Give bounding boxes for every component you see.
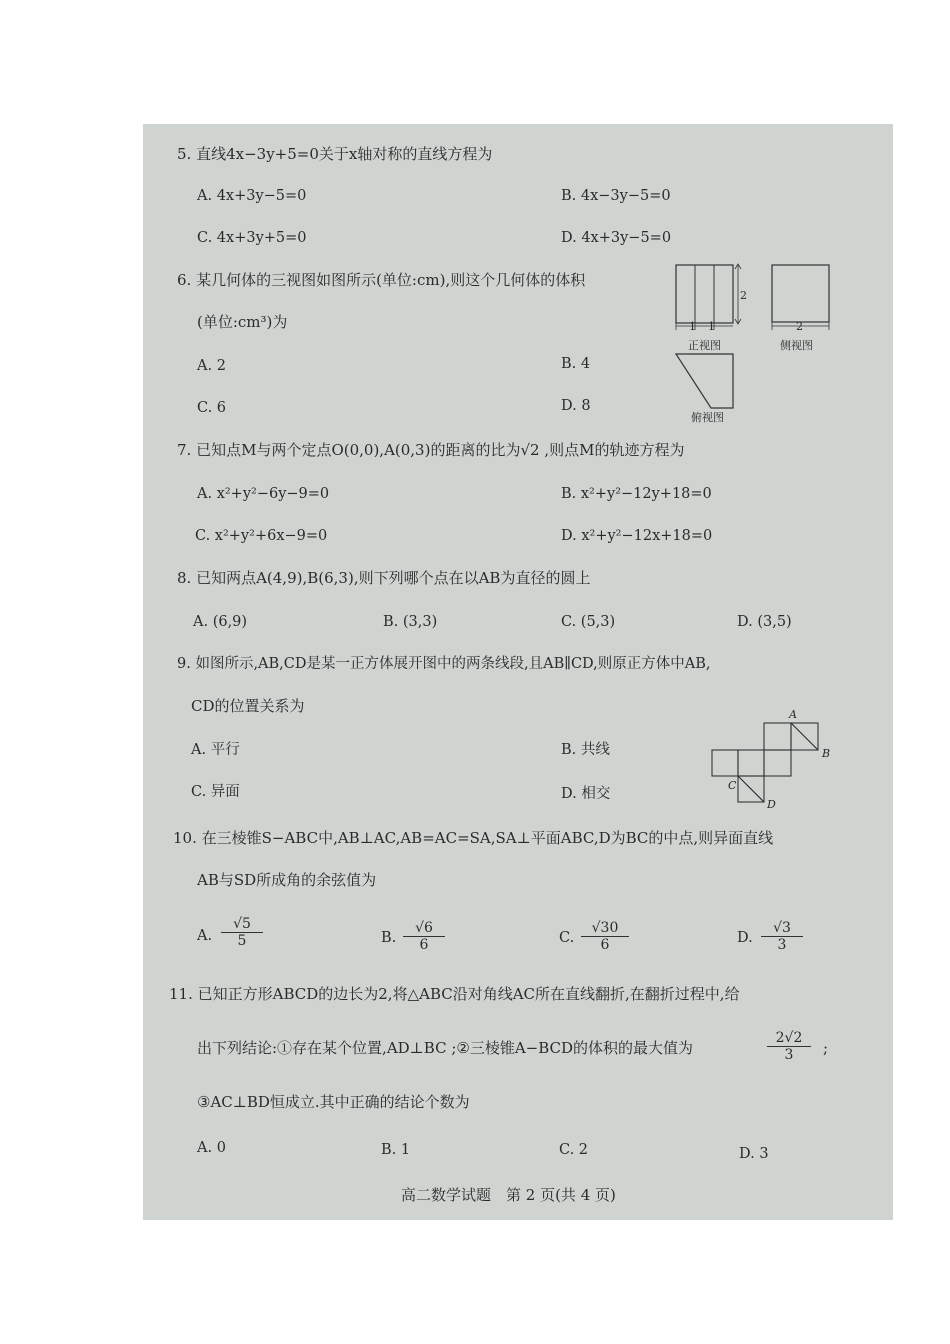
q7-option-c: C. x²+y²+6x−9=0 — [195, 528, 328, 544]
side-width-label: 2 — [796, 320, 803, 333]
q10-option-b-fraction — [403, 920, 445, 953]
q6-option-d: D. 8 — [561, 398, 591, 414]
q7-option-d: D. x²+y²−12x+18=0 — [561, 528, 713, 544]
q6-option-a: A. 2 — [197, 358, 226, 374]
q8-stem: 8. 已知两点A(4,9),B(6,3),则下列哪个点在以AB为直径的圆上 — [177, 569, 591, 587]
q6-stem-line1: 6. 某几何体的三视图如图所示(单位:cm),则这个几何体的体积 — [177, 271, 586, 289]
q10-option-d-denominator: 3 — [777, 937, 787, 953]
q10-option-c-fraction — [581, 920, 629, 953]
q10-option-a-numerator: √5 — [221, 916, 263, 933]
point-c-label: C — [728, 779, 737, 792]
q10-option-a-prefix: A. — [197, 928, 213, 944]
q10-option-c-numerator: √30 — [581, 920, 629, 937]
q5-option-d: D. 4x+3y−5=0 — [561, 230, 672, 246]
q9-option-d: D. 相交 — [561, 786, 611, 802]
q8-option-d: D. (3,5) — [737, 614, 792, 630]
segment-cd — [738, 776, 764, 802]
q10-option-d-prefix: D. — [737, 930, 753, 946]
q6-option-b: B. 4 — [561, 356, 591, 372]
side-view-caption: 侧视图 — [780, 339, 813, 352]
q5-option-c: C. 4x+3y+5=0 — [197, 230, 307, 246]
q8-option-a: A. (6,9) — [193, 614, 248, 630]
q11-option-d: D. 3 — [739, 1146, 769, 1162]
front-view-caption: 正视图 — [688, 339, 721, 352]
height-dimension-label: 2 — [740, 289, 747, 302]
q10-option-a-fraction — [221, 916, 263, 949]
q10-option-c-denominator: 6 — [600, 937, 610, 953]
q10-option-a-denominator: 5 — [237, 933, 247, 949]
point-d-label: D — [767, 798, 776, 811]
net-square-mid-3 — [764, 750, 791, 776]
front-width-label-2: 1 — [708, 320, 715, 333]
exam-page — [143, 124, 893, 1220]
q10-option-b-numerator: √6 — [403, 920, 445, 937]
q7-option-b: B. x²+y²−12y+18=0 — [561, 486, 712, 502]
q5-option-b: B. 4x−3y−5=0 — [561, 188, 671, 204]
q9-stem-line1: 9. 如图所示,AB,CD是某一正方体展开图中的两条线段,且AB∥CD,则原正方体中AB, — [177, 656, 711, 672]
net-square-top-1 — [764, 723, 791, 750]
front-width-label-1: 1 — [689, 320, 696, 333]
q10-stem-line1: 10. 在三棱锥S−ABC中,AB⊥AC,AB=AC=SA,SA⊥平面ABC,D为BC的中点,则异面直线 — [173, 829, 774, 847]
q11-volume-denominator: 3 — [784, 1047, 794, 1063]
q5-option-a: A. 4x+3y−5=0 — [197, 188, 307, 204]
side-view-outline — [772, 265, 829, 322]
top-view-outline — [676, 354, 733, 408]
q11-stem-line1: 11. 已知正方形ABCD的边长为2,将△ABC沿对角线AC所在直线翻折,在翻折过程中,给 — [169, 985, 740, 1003]
q10-option-d-numerator: √3 — [761, 920, 803, 937]
q9-option-c: C. 异面 — [191, 784, 240, 800]
q10-option-d-fraction — [761, 920, 803, 953]
q11-option-c: C. 2 — [559, 1142, 589, 1158]
q8-option-b: B. (3,3) — [383, 614, 438, 630]
net-square-mid-2 — [738, 750, 764, 776]
q10-stem-line2: AB与SD所成角的余弦值为 — [197, 871, 377, 889]
q6-option-c: C. 6 — [197, 400, 227, 416]
point-a-label: A — [789, 708, 797, 721]
q11-volume-numerator: 2√2 — [767, 1030, 811, 1047]
q7-stem: 7. 已知点M与两个定点O(0,0),A(0,3)的距离的比为√2 ,则点M的轨迹方程为 — [177, 441, 685, 459]
q11-option-a: A. 0 — [197, 1140, 226, 1156]
page-footer: 高二数学试题 第 2 页(共 4 页) — [401, 1186, 616, 1204]
q8-option-c: C. (5,3) — [561, 614, 616, 630]
q6-stem-line2: (单位:cm³)为 — [197, 313, 288, 331]
q11-stem-line2-end: ; — [823, 1039, 829, 1057]
segment-ab — [791, 723, 818, 750]
q9-option-b: B. 共线 — [561, 742, 610, 758]
q9-option-a: A. 平行 — [191, 742, 240, 758]
q11-option-b: B. 1 — [381, 1142, 411, 1158]
q11-stem-line2: 出下列结论:①存在某个位置,AD⊥BC ;②三棱锥A−BCD的体积的最大值为 — [197, 1039, 694, 1057]
front-view-outline — [676, 265, 733, 323]
q9-stem-line2: CD的位置关系为 — [191, 697, 305, 715]
q5-stem: 5. 直线4x−3y+5=0关于x轴对称的直线方程为 — [177, 145, 493, 163]
q10-option-b-denominator: 6 — [419, 937, 429, 953]
net-square-mid-1 — [712, 750, 738, 776]
q10-option-b-prefix: B. — [381, 930, 397, 946]
q7-option-a: A. x²+y²−6y−9=0 — [197, 486, 330, 502]
top-view-caption: 俯视图 — [691, 411, 724, 424]
q11-stem-line3: ③AC⊥BD恒成立.其中正确的结论个数为 — [197, 1093, 470, 1111]
point-b-label: B — [822, 747, 831, 760]
q10-option-c-prefix: C. — [559, 930, 575, 946]
q11-volume-fraction — [767, 1030, 811, 1063]
